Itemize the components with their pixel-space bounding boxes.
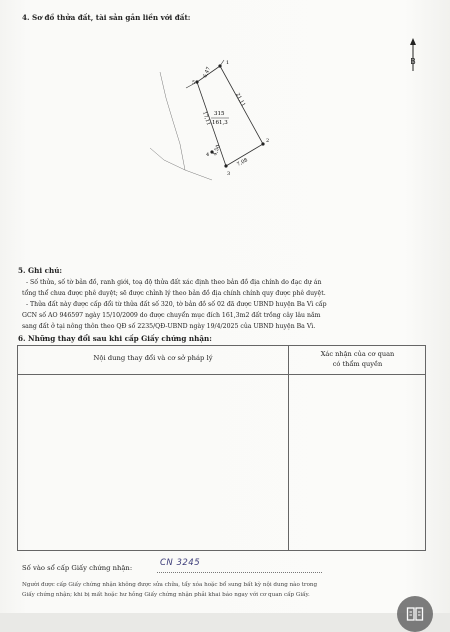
book-icon — [406, 605, 424, 623]
registry-label: Số vào sổ cấp Giấy chứng nhận: — [22, 564, 133, 572]
section-5-title: 5. Ghi chú: — [18, 266, 63, 275]
edge-label-4: 4,50 — [212, 144, 222, 157]
table-header-authority — [289, 349, 426, 369]
table-header-changes: Nội dung thay đổi và cơ sở pháp lý — [93, 354, 213, 362]
point-label-4: 4 — [206, 152, 210, 158]
parcel-map — [140, 52, 300, 187]
point-label-3: 3 — [227, 171, 231, 177]
vertex-1 — [218, 64, 221, 67]
authority-header-line-2: có thẩm quyền — [332, 360, 383, 368]
edge-label-1: 6,47 — [202, 66, 213, 79]
point-label-1: 1 — [226, 60, 230, 66]
registry-number: CN 3245 — [160, 558, 201, 568]
reader-mode-button[interactable] — [397, 596, 433, 632]
vertex-5 — [195, 80, 198, 83]
vertex-3 — [224, 164, 227, 167]
edge-label-2: 21,11 — [234, 92, 247, 108]
vertex-2 — [261, 142, 264, 145]
table-column-divider — [288, 346, 289, 550]
note-line-4: GCN số AO 946597 ngày 15/10/2009 do được chuyển mục đích 161,3m2 đất trồng cây lâu năm — [22, 312, 321, 319]
authority-header-line-1: Xác nhận của cơ quan — [320, 350, 395, 358]
north-label: B — [410, 57, 416, 66]
note-line-5: sang đất ở tại nông thôn theo QĐ số 2235/QĐ-UBND ngày 19/4/2025 của UBND huyện Ba Vì. — [22, 323, 316, 330]
edge-label-5: 7,08 — [236, 157, 249, 168]
point-label-5: 5 — [192, 80, 196, 86]
registry-dotted-line — [157, 572, 322, 573]
north-arrow-icon — [406, 38, 420, 72]
note-line-1: - Số thửa, số tờ bản đồ, ranh giới, toạ độ thửa đất xác định theo bản đồ địa chính do đạc dự án — [26, 279, 322, 286]
point-label-2: 2 — [266, 138, 270, 144]
edge-label-3: 17,11 — [201, 110, 212, 127]
section-4-title: 4. Sơ đồ thửa đất, tài sản gắn liền với đất: — [22, 13, 191, 22]
parcel-number: 315 — [214, 111, 225, 117]
changes-table — [17, 345, 426, 551]
table-header-divider — [18, 374, 425, 375]
footer-line-2: Giấy chứng nhận; khi bị mất hoặc hư hỏng Giấy chứng nhận phải khai báo ngay với cơ quan cấp Giấy. — [22, 592, 310, 598]
parcel-area: 161,3 — [212, 120, 228, 126]
note-line-2: tổng thể chưa được phê duyệt; sẽ được chỉnh lý theo bản đồ địa chính chính quy được phê duyệt. — [22, 290, 326, 297]
note-line-3: - Thửa đất này được cấp đổi từ thửa đất số 320, tờ bản đồ số 02 đã được UBND huyện Ba Vì cấp — [26, 301, 327, 308]
footer-line-1: Người được cấp Giấy chứng nhận không được sửa chữa, tẩy xóa hoặc bổ sung bất kỳ nội dung nào trong — [22, 582, 318, 588]
section-6-title: 6. Những thay đổi sau khi cấp Giấy chứng nhận: — [18, 334, 212, 343]
